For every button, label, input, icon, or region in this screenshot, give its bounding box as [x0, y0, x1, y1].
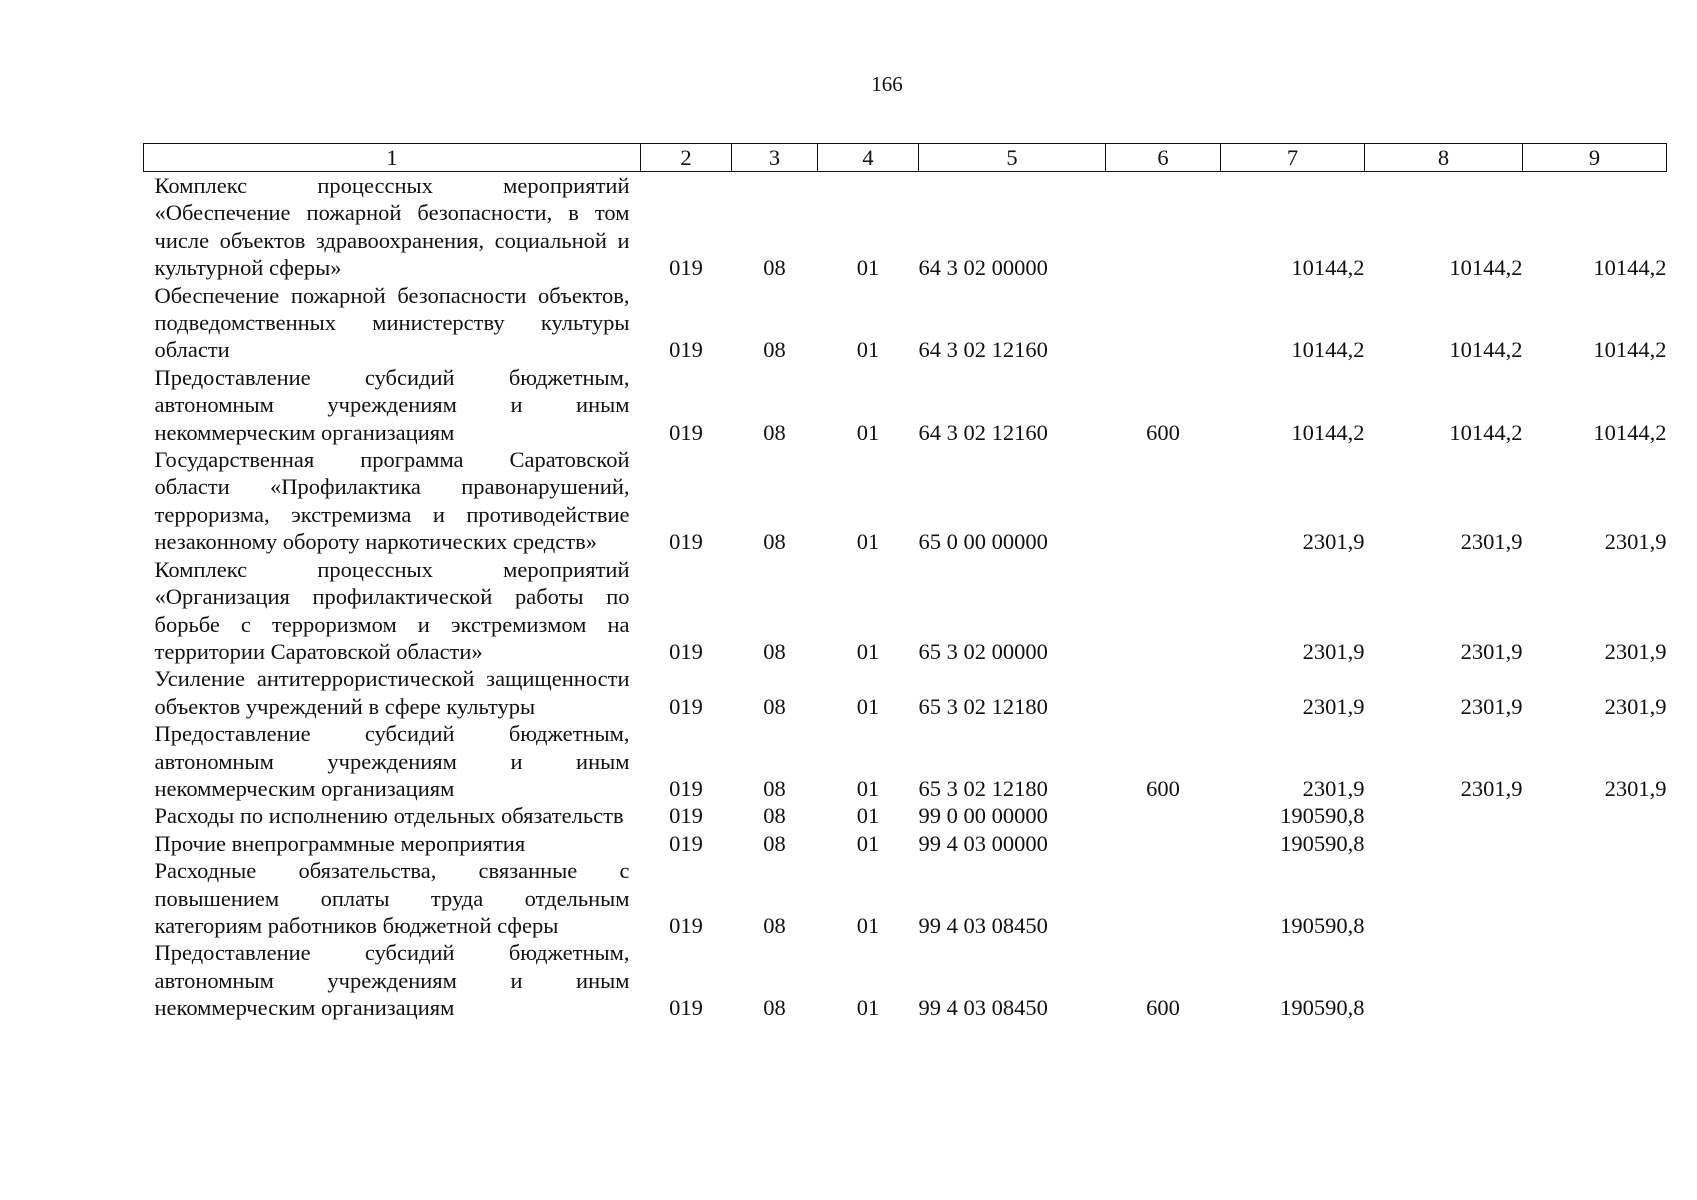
- header-cell-2: 2: [641, 144, 732, 172]
- amount-year3-cell: 10144,2: [1593, 255, 1667, 281]
- amount-year2-cell: 2301,9: [1460, 775, 1523, 801]
- expense-type-cell: [1106, 830, 1221, 857]
- amount-year2-cell: 2301,9: [1460, 638, 1523, 664]
- amount-year2-cell: [1365, 830, 1523, 857]
- target-article-cell: 99 4 03 08450: [918, 995, 1048, 1021]
- admin-code-cell: 019: [669, 419, 703, 445]
- table-row: [144, 939, 1667, 1021]
- expense-type-cell: [1106, 282, 1221, 364]
- table-row: [144, 802, 1667, 829]
- subsection-cell: 01: [856, 255, 880, 281]
- amount-year3-cell: 10144,2: [1593, 337, 1667, 363]
- amount-year1-cell: 190590,8: [1280, 995, 1365, 1021]
- amount-year1-cell: 190590,8: [1280, 803, 1365, 829]
- target-article-cell: 99 0 00 00000: [918, 803, 1048, 829]
- admin-code-cell: 019: [669, 995, 703, 1021]
- amount-year2-cell: 2301,9: [1460, 693, 1523, 719]
- amount-year3-cell: 10144,2: [1593, 419, 1667, 445]
- header-cell-6: 6: [1106, 144, 1221, 172]
- section-cell: 08: [763, 529, 786, 555]
- admin-code-cell: 019: [669, 255, 703, 281]
- header-cell-4: 4: [818, 144, 919, 172]
- expense-type-cell: [1106, 857, 1221, 939]
- amount-year2-cell: [1365, 939, 1523, 1021]
- expense-type-cell: 600: [1146, 995, 1180, 1021]
- header-row: [144, 144, 1667, 172]
- amount-year3-cell: 2301,9: [1604, 693, 1667, 719]
- target-article-cell: 99 4 03 08450: [918, 912, 1048, 938]
- subsection-cell: 01: [856, 830, 880, 856]
- expense-type-cell: [1106, 172, 1221, 282]
- header-cell-5: 5: [919, 144, 1106, 172]
- name-cell: Предоставление субсидий бюджетным, автономным учреждениям и иным некоммерческим организациям: [154, 364, 630, 445]
- amount-year3-cell: 2301,9: [1604, 529, 1667, 555]
- subsection-cell: 01: [856, 775, 880, 801]
- admin-code-cell: 019: [669, 830, 703, 856]
- table-row: [144, 720, 1667, 802]
- section-cell: 08: [763, 255, 786, 281]
- section-cell: 08: [763, 693, 786, 719]
- table-row: [144, 282, 1667, 364]
- header-cell-9: 9: [1523, 144, 1667, 172]
- expense-type-cell: [1106, 446, 1221, 556]
- target-article-cell: 64 3 02 12160: [918, 419, 1048, 445]
- name-cell: Расходные обязательства, связанные с повышением оплаты труда отдельным категориям работников бюджетной сферы: [154, 858, 630, 938]
- amount-year1-cell: 2301,9: [1302, 529, 1365, 555]
- expense-type-cell: 600: [1146, 775, 1180, 801]
- amount-year1-cell: 2301,9: [1302, 775, 1365, 801]
- header-cell-3: 3: [732, 144, 818, 172]
- name-cell: Комплекс процессных мероприятий «Обеспечение пожарной безопасности, в том числе объектов здравоохранения, социальной и культурной сферы»: [154, 173, 630, 281]
- target-article-cell: 99 4 03 00000: [918, 830, 1048, 856]
- amount-year2-cell: [1365, 802, 1523, 829]
- expense-type-cell: [1106, 556, 1221, 666]
- amount-year3-cell: [1523, 802, 1667, 829]
- table-header: [144, 144, 1667, 172]
- amount-year3-cell: [1523, 830, 1667, 857]
- admin-code-cell: 019: [669, 693, 703, 719]
- name-cell: Обеспечение пожарной безопасности объектов, подведомственных министерству культуры области: [154, 282, 630, 363]
- section-cell: 08: [763, 995, 786, 1021]
- table-row: [144, 830, 1667, 857]
- amount-year2-cell: 10144,2: [1449, 419, 1523, 445]
- subsection-cell: 01: [856, 337, 880, 363]
- table-row: [144, 364, 1667, 446]
- target-article-cell: 65 3 02 12180: [918, 693, 1048, 719]
- admin-code-cell: 019: [669, 337, 703, 363]
- expense-type-cell: [1106, 665, 1221, 720]
- amount-year3-cell: [1523, 857, 1667, 939]
- subsection-cell: 01: [856, 912, 880, 938]
- target-article-cell: 64 3 02 00000: [918, 255, 1048, 281]
- section-cell: 08: [763, 912, 786, 938]
- section-cell: 08: [763, 638, 786, 664]
- budget-table: [143, 143, 1667, 1022]
- table-row: [144, 857, 1667, 939]
- name-cell: Усиление антитеррористической защищенности объектов учреждений в сфере культуры: [154, 666, 630, 719]
- amount-year1-cell: 190590,8: [1280, 830, 1365, 856]
- table-row: [144, 446, 1667, 556]
- subsection-cell: 01: [856, 638, 880, 664]
- amount-year1-cell: 10144,2: [1291, 419, 1365, 445]
- header-cell-7: 7: [1221, 144, 1365, 172]
- admin-code-cell: 019: [669, 638, 703, 664]
- subsection-cell: 01: [856, 803, 880, 829]
- target-article-cell: 64 3 02 12160: [918, 337, 1048, 363]
- name-cell: Расходы по исполнению отдельных обязательств: [154, 803, 624, 829]
- expense-type-cell: 600: [1146, 419, 1180, 445]
- table-row: [144, 172, 1667, 282]
- name-cell: Прочие внепрограммные мероприятия: [154, 830, 526, 856]
- amount-year3-cell: [1523, 939, 1667, 1021]
- admin-code-cell: 019: [669, 529, 703, 555]
- target-article-cell: 65 3 02 12180: [918, 775, 1048, 801]
- amount-year1-cell: 190590,8: [1280, 912, 1365, 938]
- amount-year2-cell: 10144,2: [1449, 255, 1523, 281]
- admin-code-cell: 019: [669, 775, 703, 801]
- table-row: [144, 665, 1667, 720]
- target-article-cell: 65 3 02 00000: [918, 638, 1048, 664]
- section-cell: 08: [763, 803, 786, 829]
- name-cell: Комплекс процессных мероприятий «Организация профилактической работы по борьбе с терроризмом и экстремизмом на территории Саратовской области»: [154, 556, 630, 664]
- header-cell-1: 1: [144, 144, 641, 172]
- expense-type-cell: [1106, 802, 1221, 829]
- amount-year2-cell: 2301,9: [1460, 529, 1523, 555]
- amount-year2-cell: [1365, 857, 1523, 939]
- target-article-cell: 65 0 00 00000: [918, 529, 1048, 555]
- table-body: [144, 172, 1667, 1022]
- subsection-cell: 01: [856, 529, 880, 555]
- page-number: 166: [871, 72, 903, 96]
- admin-code-cell: 019: [669, 803, 703, 829]
- amount-year3-cell: 2301,9: [1604, 638, 1667, 664]
- section-cell: 08: [763, 337, 786, 363]
- table-row: [144, 556, 1667, 666]
- name-cell: Предоставление субсидий бюджетным, автономным учреждениям и иным некоммерческим организациям: [154, 721, 630, 801]
- subsection-cell: 01: [856, 419, 880, 445]
- section-cell: 08: [763, 775, 786, 801]
- header-cell-8: 8: [1365, 144, 1523, 172]
- name-cell: Предоставление субсидий бюджетным, автономным учреждениям и иным некоммерческим организациям: [154, 940, 630, 1021]
- amount-year1-cell: 10144,2: [1291, 255, 1365, 281]
- amount-year3-cell: 2301,9: [1604, 775, 1667, 801]
- section-cell: 08: [763, 419, 786, 445]
- amount-year2-cell: 10144,2: [1449, 337, 1523, 363]
- amount-year1-cell: 2301,9: [1302, 638, 1365, 664]
- subsection-cell: 01: [856, 995, 880, 1021]
- name-cell: Государственная программа Саратовской области «Профилактика правонарушений, терроризма, экстремизма и противодействие незаконному обороту наркотических средств»: [154, 447, 630, 555]
- section-cell: 08: [763, 830, 786, 856]
- amount-year1-cell: 2301,9: [1302, 693, 1365, 719]
- amount-year1-cell: 10144,2: [1291, 337, 1365, 363]
- admin-code-cell: 019: [669, 912, 703, 938]
- subsection-cell: 01: [856, 693, 880, 719]
